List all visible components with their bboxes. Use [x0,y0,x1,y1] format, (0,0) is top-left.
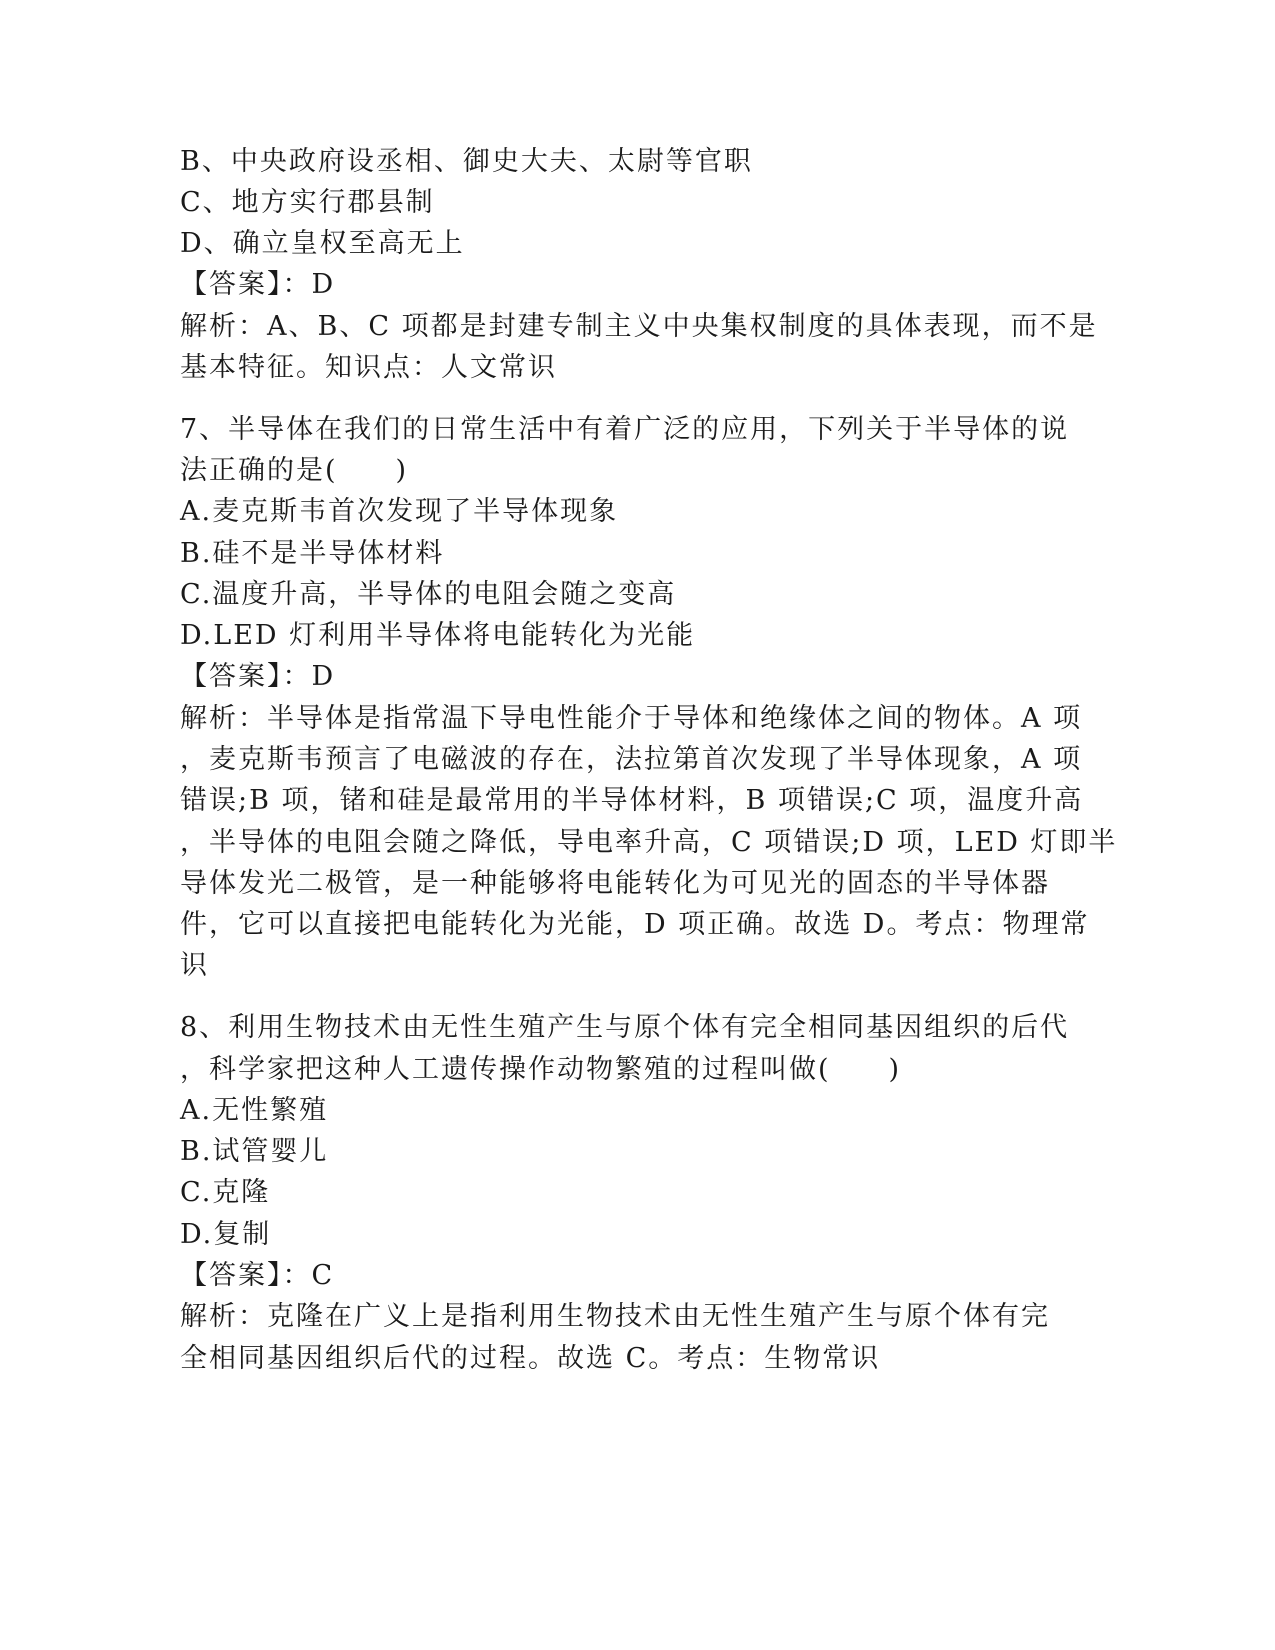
q6-option-c: C、地方实行郡县制 [180,187,435,218]
q8-answer: 【答案】：C [180,1260,335,1291]
q7-option-d: D.LED 灯利用半导体将电能转化为光能 [180,620,696,651]
q7-explanation-line: 错误;B 项，锗和硅是最常用的半导体材料，B 项错误;C 项，温度升高 [180,785,1084,816]
q7-explanation-line: 导体发光二极管，是一种能够将电能转化为可见光的固态的半导体器 [180,868,1050,899]
q7-option-c: C.温度升高，半导体的电阻会随之变高 [180,579,677,610]
q7-stem-line: 7、半导体在我们的日常生活中有着广泛的应用，下列关于半导体的说 [180,414,1070,445]
q6-answer: 【答案】：D [180,269,336,300]
q7-explanation-line: 识 [180,950,209,981]
q7-stem-line: 法正确的是( ) [180,455,409,486]
q6-option-d: D、确立皇权至高无上 [180,228,465,259]
q7-option-a: A.麦克斯韦首次发现了半导体现象 [180,496,619,527]
q7-answer: 【答案】：D [180,661,336,692]
q7-option-b: B.硅不是半导体材料 [180,538,445,569]
q8-option-c: C.克隆 [180,1177,271,1208]
q8-explanation-line: 全相同基因组织后代的过程。故选 C。考点：生物常识 [180,1343,881,1374]
q7-explanation-line: ，半导体的电阻会随之降低，导电率升高，C 项错误;D 项，LED 灯即半 [180,827,1118,858]
q8-stem-line: 8、利用生物技术由无性生殖产生与原个体有完全相同基因组织的后代 [180,1012,1070,1043]
q8-option-d: D.复制 [180,1219,272,1250]
q8-explanation-line: 解析：克隆在广义上是指利用生物技术由无性生殖产生与原个体有完 [180,1301,1050,1332]
q6-explanation-line: 基本特征。知识点：人文常识 [180,352,557,383]
q7-explanation-line: ，麦克斯韦预言了电磁波的存在，法拉第首次发现了半导体现象，A 项 [180,744,1083,775]
q8-stem-line: ，科学家把这种人工遗传操作动物繁殖的过程叫做( ) [180,1054,902,1085]
q8-option-a: A.无性繁殖 [180,1095,329,1126]
q7-explanation-line: 解析：半导体是指常温下导电性能介于导体和绝缘体之间的物体。A 项 [180,703,1083,734]
q6-explanation-line: 解析：A、B、C 项都是封建专制主义中央集权制度的具体表现，而不是 [180,311,1098,342]
q8-option-b: B.试管婴儿 [180,1136,329,1167]
q7-explanation-line: 件，它可以直接把电能转化为光能，D 项正确。故选 D。考点：物理常 [180,909,1090,940]
q6-option-b: B、中央政府设丞相、御史大夫、太尉等官职 [180,146,753,177]
